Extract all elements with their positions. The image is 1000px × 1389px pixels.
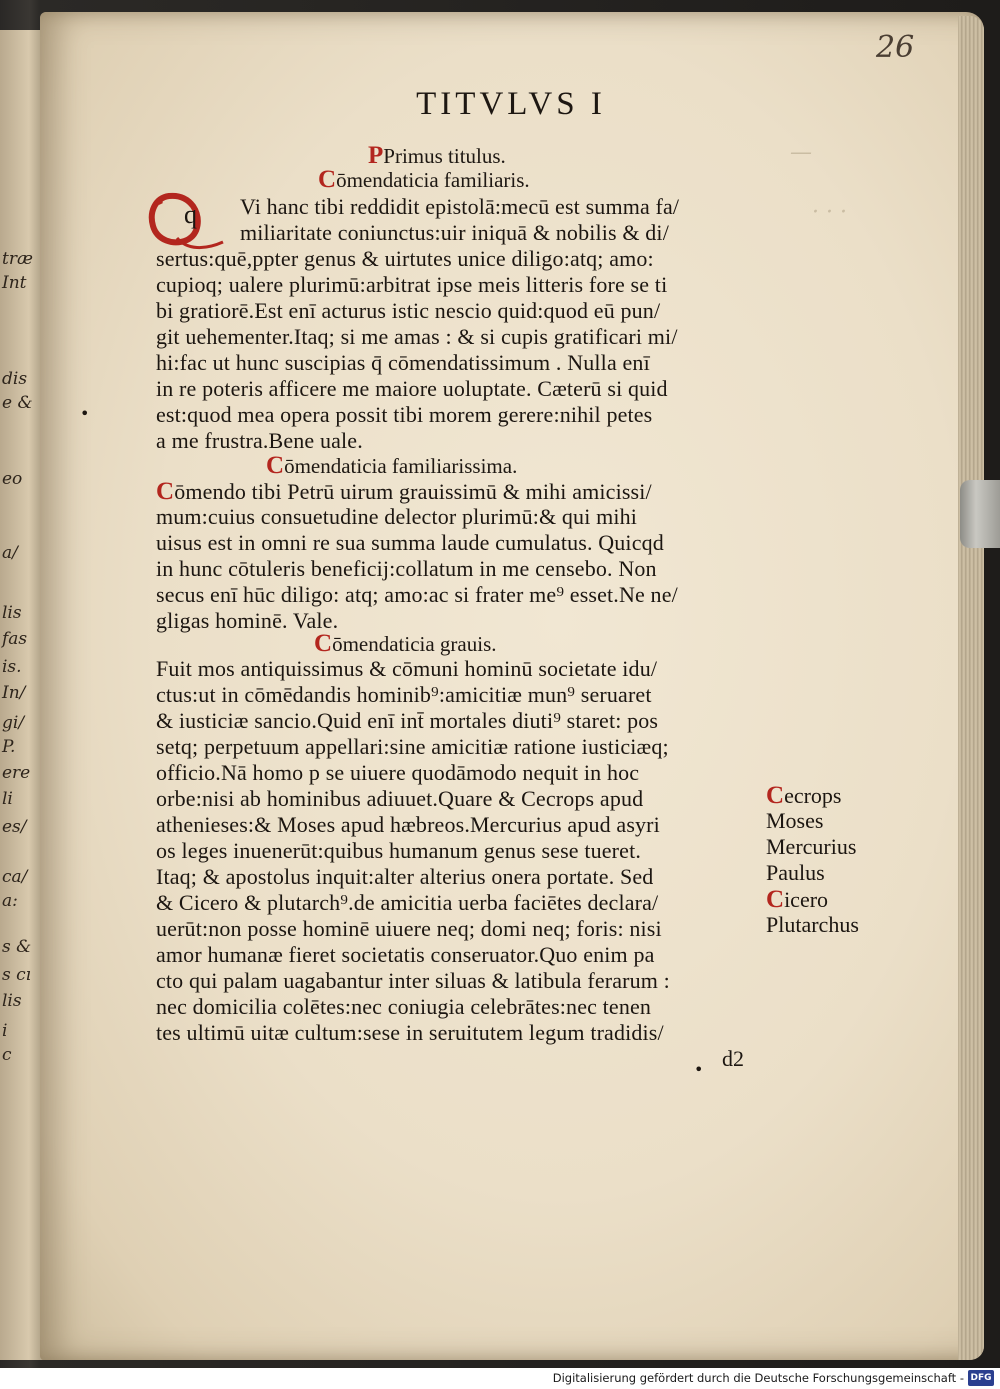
rubric-letter: P	[368, 142, 384, 169]
text-line: git uehementer.Itaq; si me amas : & si cupis gratificari mi/	[156, 324, 678, 349]
left-fragment: lis	[2, 991, 22, 1011]
text-line: Vi hanc tibi reddidit epistolā:mecū est summa fa/	[240, 194, 680, 219]
heading-text: ōmendaticia grauis.	[332, 632, 497, 656]
margin-dot-mark: •	[694, 1060, 704, 1079]
rubric-letter: C	[318, 166, 337, 193]
left-fragment: In/	[2, 683, 26, 703]
text-line: setq; perpetuum appellari:sine amicitiæ ratione iusticiæq;	[156, 734, 669, 759]
text-line: tes ultimū uitæ cultum:sese in seruitutem legum tradidis/	[156, 1020, 664, 1045]
marginal-note-moses: Moses	[766, 808, 824, 833]
footer-credit: Digitalisierung gefördert durch die Deutsche Forschungsgemeinschaft -	[552, 1371, 964, 1385]
left-fragment: ca/	[2, 867, 28, 887]
left-fragment: li	[2, 789, 13, 809]
text-line: uerūt:non posse hominē uiuere neq; domi neq; foris: nisi	[156, 916, 662, 941]
marginal-text: ecrops	[784, 783, 842, 808]
text-line: cupioq; ualere plurimū:arbitrat ipse meis litteris fore se ti	[156, 272, 668, 297]
text-line: secus enī hūc diligo: atq; amo:ac si frater me⁹ esset.Ne ne/	[156, 582, 678, 607]
marginal-note-mercurius: Mercurius	[766, 834, 857, 859]
text-line: & Cicero & plutarch⁹.de amicitia uerba faciētes declara/	[156, 890, 659, 915]
left-fragment: Int	[2, 273, 27, 293]
left-fragment: c	[2, 1045, 12, 1065]
left-fragment: a/	[2, 543, 18, 563]
heading-commendaticia-familiarissima	[266, 452, 517, 480]
text-line: in hunc cōtuleris beneficij:collatum in me censebo. Non	[156, 556, 657, 581]
left-fragment: a:	[2, 891, 18, 911]
margin-dot-mark: •	[80, 404, 90, 423]
text-line: a me frustra.Bene uale.	[156, 428, 363, 453]
text-line: nec domicilia colētes:nec coniugia celebrātes:nec tenen	[156, 994, 652, 1019]
rubric-letter: C	[156, 478, 175, 505]
text-line: bi gratiorē.Est enī acturus istic nescio quid:quod eū pun/	[156, 298, 661, 323]
rubric-letter: C	[766, 782, 785, 809]
marginal-note-cicero	[766, 886, 828, 914]
text-line: Itaq; & apostolus inquit:alter alterius onera portate. Sed	[156, 864, 654, 889]
text-line: est:quod mea opera possit tibi morem gerere:nihil petes	[156, 402, 653, 427]
text-line: miliaritate coniunctus:uir iniquā & nobilis & di/	[240, 220, 669, 245]
text-line: sertus:quē,ppter genus & uirtutes unice diligo:atq; amo:	[156, 246, 654, 271]
text-line: hi:fac ut hunc suscipias q̄ cōmendatissimum . Nulla enī	[156, 350, 650, 375]
text-line: officio.Nā homo p se uiuere quodāmodo nequit in hoc	[156, 760, 640, 785]
text-line-content: ōmendo tibi Petrū uirum grauissimū & mihi amicissi/	[174, 479, 652, 504]
folio-number: 26	[876, 30, 915, 65]
text-line: ctus:ut in cōmēdandis hominib⁹:amicitiæ mun⁹ seruaret	[156, 682, 652, 707]
text-line: cto qui palam uagabantur inter siluas & latibula ferarum :	[156, 968, 670, 993]
text-line: mum:cuius consuetudine delector plurimū:& qui mihi	[156, 504, 638, 529]
left-fragment: ere	[2, 763, 31, 783]
show-through-text: —	[790, 140, 812, 165]
text-line	[156, 478, 760, 506]
running-head: TITVLVS I	[416, 86, 606, 122]
rubric-letter: C	[766, 886, 785, 913]
page-clip-marker	[960, 480, 1000, 548]
rubric-letter: C	[314, 630, 333, 657]
heading-commendaticia-grauis	[314, 630, 497, 658]
marginal-note-paulus: Paulus	[766, 860, 825, 885]
left-fragment: s &	[2, 937, 32, 957]
left-fragment: fas	[2, 629, 28, 649]
left-fragment: s cı	[2, 965, 32, 985]
left-fragment: es/	[2, 817, 27, 837]
left-fragment: dis	[2, 369, 28, 389]
heading-text: Primus titulus.	[383, 144, 506, 168]
text-line: gligas hominē. Vale.	[156, 608, 339, 633]
text-line: orbe:nisi ab hominibus adiuuet.Quare & Cecrops apud	[156, 786, 644, 811]
guide-letter: q	[184, 200, 197, 229]
left-fragment: e &	[2, 393, 33, 413]
text-line: athenieses:& Moses apud hæbreos.Mercurius apud asyri	[156, 812, 660, 837]
left-fragment: P.	[2, 737, 16, 757]
marginal-note-plutarchus: Plutarchus	[766, 912, 859, 937]
left-fragment: i	[2, 1021, 8, 1041]
left-fragment: eo	[2, 469, 23, 489]
rubric-letter: C	[266, 452, 285, 479]
digitization-footer	[0, 1368, 1000, 1389]
left-fragment: lis	[2, 603, 22, 623]
text-line: amor humanæ fieret societatis conseruator.Quo enim pa	[156, 942, 655, 967]
text-line: & iusticiæ sancio.Quid enī int̄ mortales diuti⁹ staret: pos	[156, 708, 659, 733]
left-fragment: is.	[2, 657, 22, 677]
heading-commendaticia-familiaris	[318, 166, 530, 194]
marginal-text: icero	[784, 887, 829, 912]
text-line: os leges inuenerūt:quibus humanum genus sese tueret.	[156, 838, 641, 863]
marginal-note-cecrops	[766, 782, 841, 810]
left-fragment: træ	[2, 249, 33, 269]
text-line: uisus est in omni re sua summa laude cumulatus. Quicqd	[156, 530, 664, 555]
dfg-logo-icon: DFG	[968, 1370, 994, 1386]
signature-mark: d2	[722, 1046, 744, 1071]
heading-text: ōmendaticia familiaris.	[336, 168, 530, 192]
text-line: Fuit mos antiquissimus & cōmuni hominū societate idu/	[156, 656, 658, 681]
show-through-text: · · ·	[812, 200, 847, 225]
text-line: in re poteris afficere me maiore uoluptate. Cæterū si quid	[156, 376, 668, 401]
left-fragment: gi/	[2, 713, 25, 733]
page-fore-edge	[958, 16, 984, 1360]
heading-text: ōmendaticia familiarissima.	[284, 454, 518, 478]
